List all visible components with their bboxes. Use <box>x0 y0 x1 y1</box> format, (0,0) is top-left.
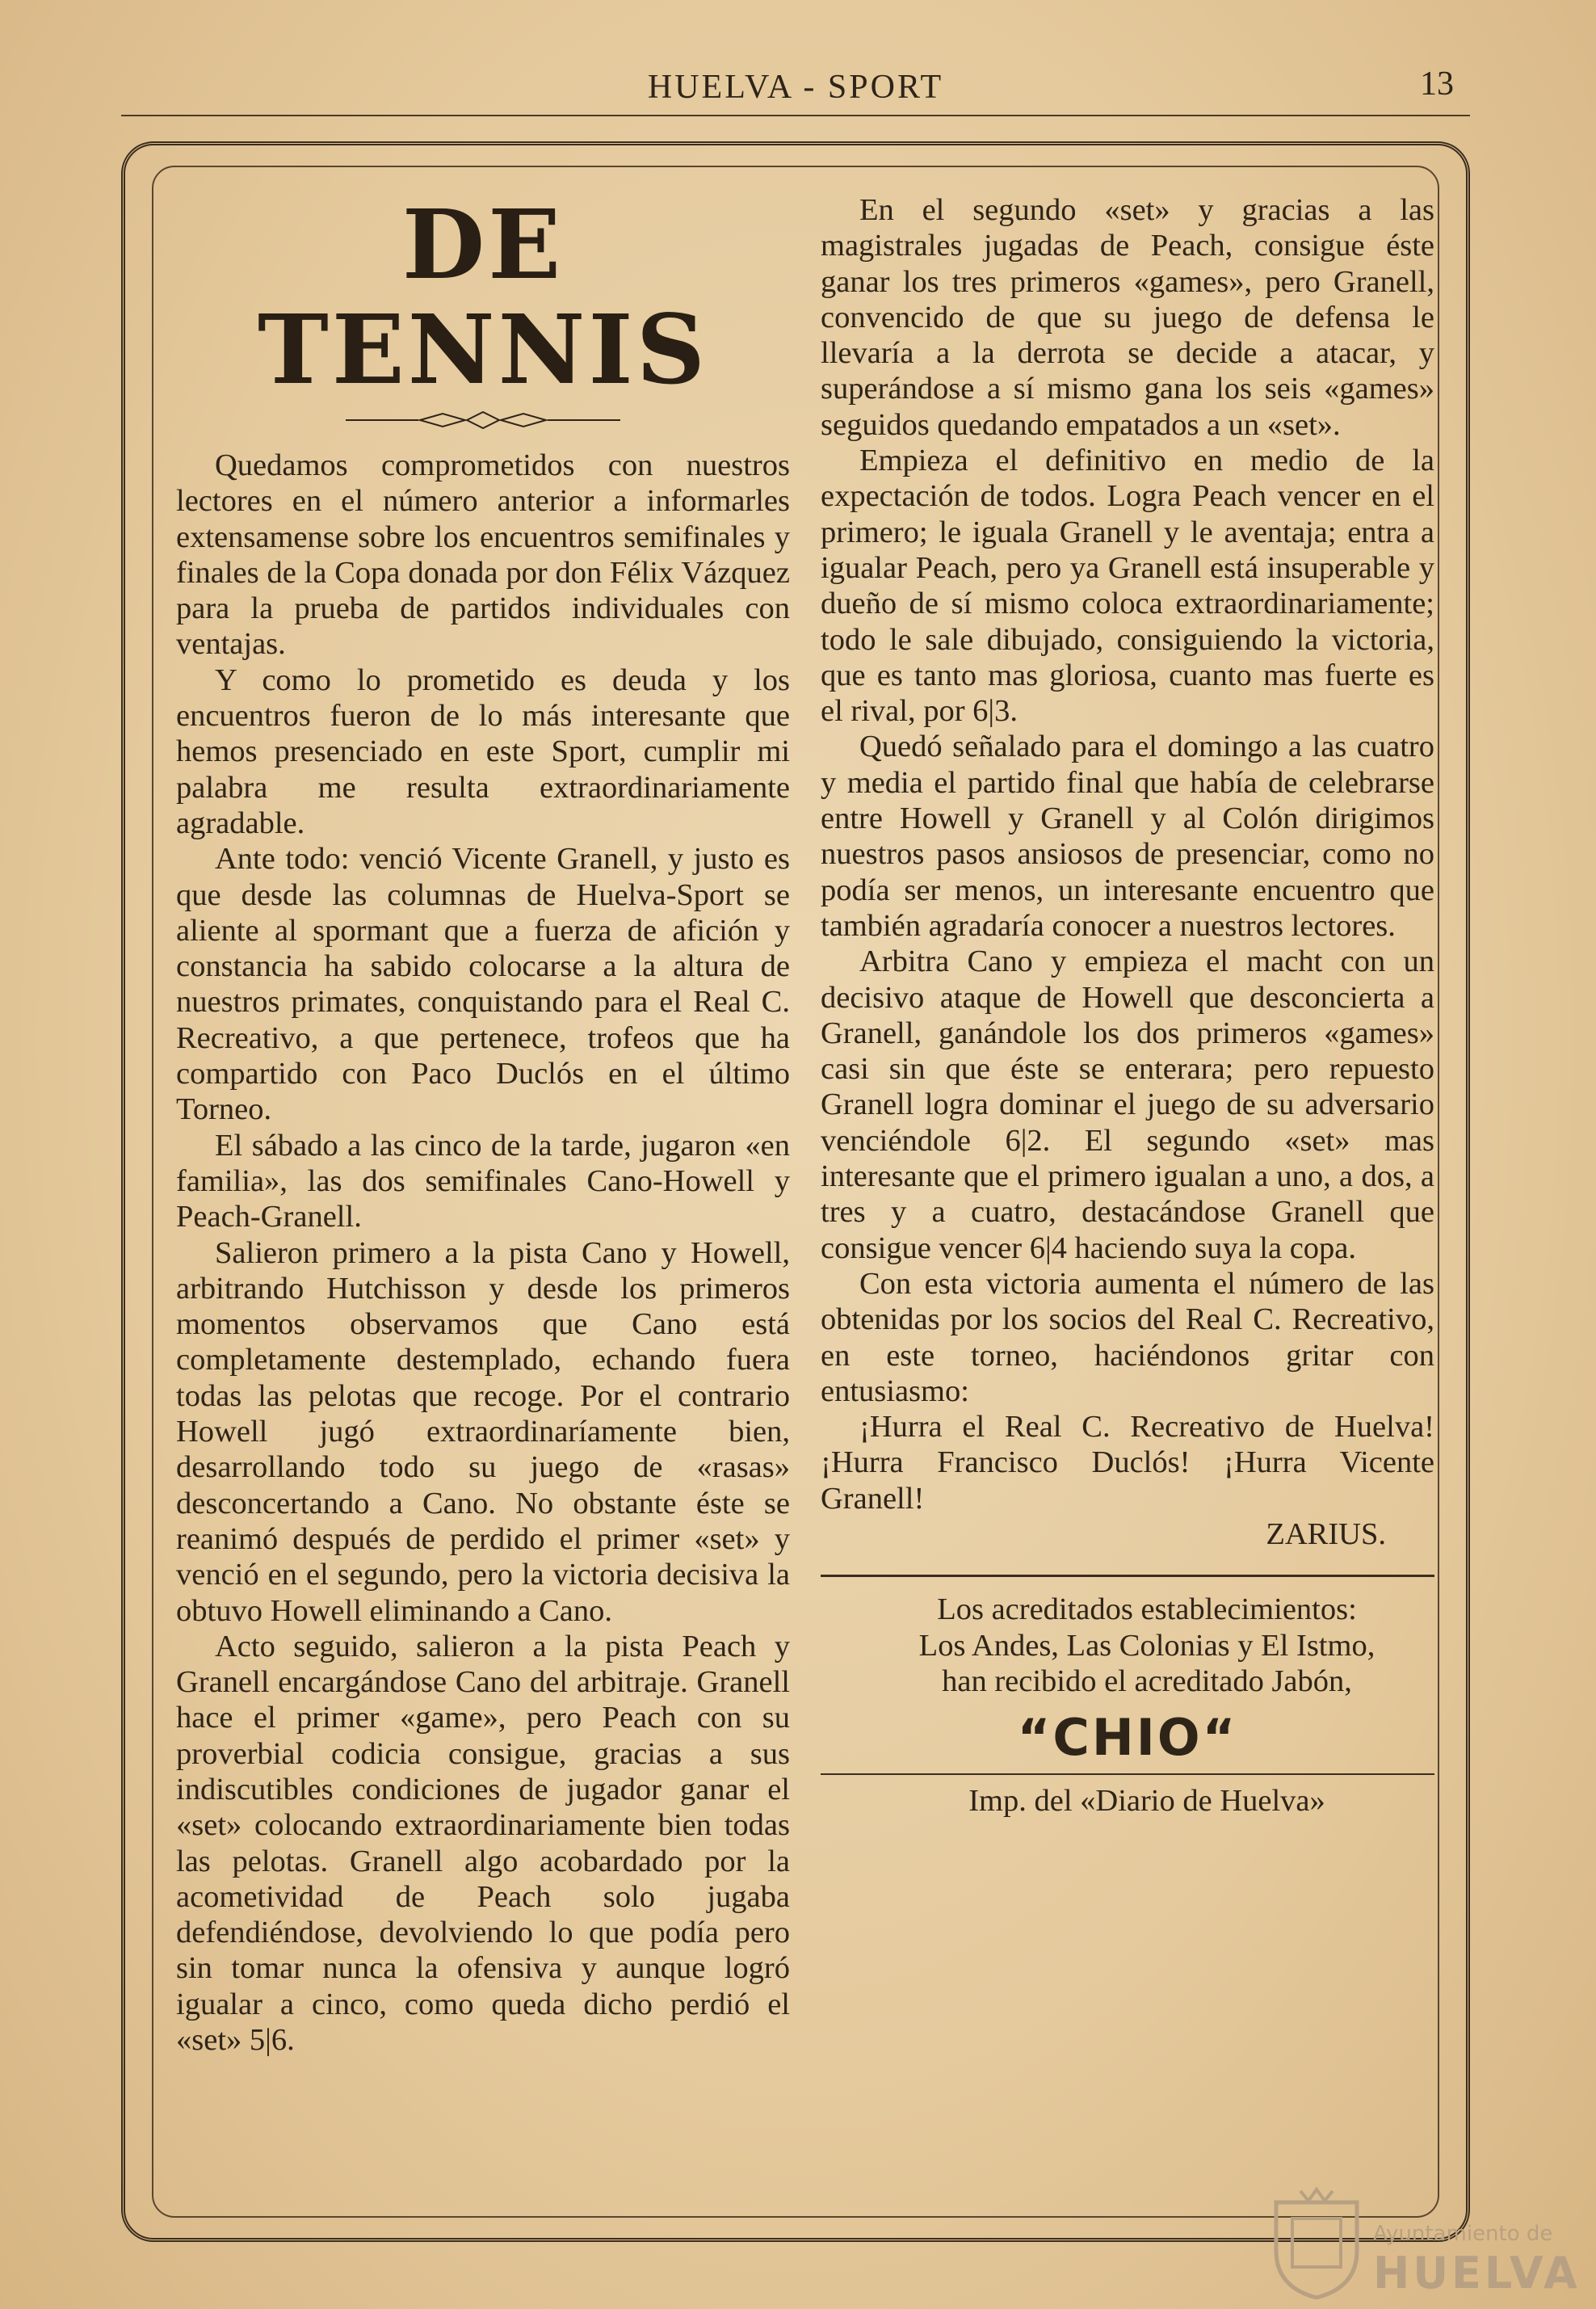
printer-imprint: Imp. del «Diario de Huelva» <box>968 1784 1325 1819</box>
paragraph: ¡Hurra el Real C. Recreativo de Huelva! ¡Hurra Francisco Duclós! ¡Hurra Vicente Granell! <box>821 1410 1434 1516</box>
paragraph: En el segundo «set» y gracias a las magistrales jugadas de Peach, consigue éste ganar los tres primeros «games», pero Granell, convencido de que su juego de defensa le llevaría a la derrota se decide a atacar, y superándose a sí mismo gana los seis «games» seguidos quedando empatados a un «set». <box>821 193 1434 442</box>
left-column <box>176 188 790 2058</box>
shield-icon <box>1268 2186 1365 2299</box>
paragraph: Quedó señalado para el domingo a las cuatro y media el partido final que había de celebrarse entre Howell y Granell y al Colón dirigimos nuestros pasos ansiosos de presenciar, como no podía ser menos, un interesante encuentro que también agradaría conocer a nuestros lectores. <box>821 730 1434 943</box>
paragraph: Acto seguido, salieron a la pista Peach y Granell encargándose Cano del arbitraje. Granell hace el primer «game», pero Peach con su proverbial codicia consigue, gracias a sus indiscutibles condiciones de jugador ganar el «set» colocando extraordinariamente bien todas las pelotas. Granell algo acobardado por la acometividad de Peach solo jugaba defendiéndose, devolviendo lo que podía pero sin tomar nunca la ofensiva y aunque logró igualar a cinco, como queda dicho perdió el «set» 5|6. <box>176 1629 790 2058</box>
watermark-line: Ayuntamiento de <box>1373 2222 1553 2246</box>
paragraph: El sábado a las cinco de la tarde, jugaron «en familia», las dos semifinales Cano-Howell y Peach-Granell. <box>176 1128 790 1234</box>
paragraph: Arbitra Cano y empieza el macht con un decisivo ataque de Howell que desconcierta a Granell, ganándole los dos primeros «games» casi sin que éste se enterara; pero repuesto Granell logra dominar el juego de su adversario venciéndole 6|2. El segundo «set» mas interesante que el primero igualan a uno, a dos, a tres y a cuatro, destacándose Granell que consigue vencer 6|4 haciendo suya la copa. <box>821 944 1434 1265</box>
paragraph: Quedamos comprometidos con nuestros lectores en el número anterior a informarles extensamense sobre los encuentros semifinales y finales de la Copa donada por don Félix Vázquez para la prueba de partidos individuales con ventajas. <box>176 448 790 662</box>
imprint-rule <box>821 1773 1434 1775</box>
paragraph: Con esta victoria aumenta el número de las obtenidas por los socios del Real C. Recreativo, en este torneo, haciéndonos gritar con entusiasmo: <box>821 1266 1434 1408</box>
article-title: DE TENNIS <box>258 188 708 406</box>
advertisement-line: han recibido el acreditado Jabón, <box>942 1663 1352 1698</box>
advertisement-brand: “CHIO“ <box>1017 1708 1238 1768</box>
paragraph: Empieza el definitivo en medio de la expectación de todos. Logra Peach vencer en el primero; le iguala Granell y le aventaja; entra a igualar Peach, pero ya Granell está insuperable y dueño de sí mismo coloca extraordinariamente; todo le sale dibujado, consiguiendo la victoria, que es tanto mas gloriosa, cuanto mas fuerte es el rival, por 6|3. <box>821 444 1434 729</box>
title-ornament <box>346 409 620 431</box>
advertisement-line: Los acreditados establecimientos: <box>937 1592 1357 1627</box>
archive-watermark <box>1260 2181 1583 2303</box>
watermark-name: HUELVA <box>1373 2248 1581 2298</box>
header-rule <box>121 115 1470 116</box>
page-header <box>121 63 1470 111</box>
paragraph: Y como lo prometido es deuda y los encuentros fueron de lo más interesante que hemos presenciado en este Sport, cumplir mi palabra me resulta extraordinariamente agradable. <box>176 662 790 840</box>
advertisement-rule <box>821 1575 1434 1577</box>
paragraph: Ante todo: venció Vicente Granell, y justo es que desde las columnas de Huelva-Sport se aliente al spormant que a fuerza de afición y constancia ha sabido colocarse a la altura de nuestros primates, conquistando para el Real C. Recreativo, a que pertenece, trofeos que ha compartido con Paco Duclós en el último Torneo. <box>176 842 790 1127</box>
page-number: 13 <box>1420 65 1454 103</box>
article-signature: ZARIUS. <box>1266 1516 1386 1551</box>
paragraph: Salieron primero a la pista Cano y Howell, arbitrando Hutchisson y desde los primeros momentos observamos que Cano está completamente destemplado, echando fuera todas las pelotas que recoge. Por el contrario Howell jugó extraordinaríamente bien, desarrollando todo su juego de «rasas» desconcertando a Cano. No obstante éste se reanimó después de perdido el primer «set» y venció en el segundo, pero la victoria decisiva la obtuvo Howell eliminando a Cano. <box>176 1235 790 1628</box>
running-title: HUELVA - SPORT <box>647 69 944 106</box>
advertisement-line: Los Andes, Las Colonias y El Istmo, <box>918 1628 1376 1663</box>
right-column <box>821 192 1434 1819</box>
